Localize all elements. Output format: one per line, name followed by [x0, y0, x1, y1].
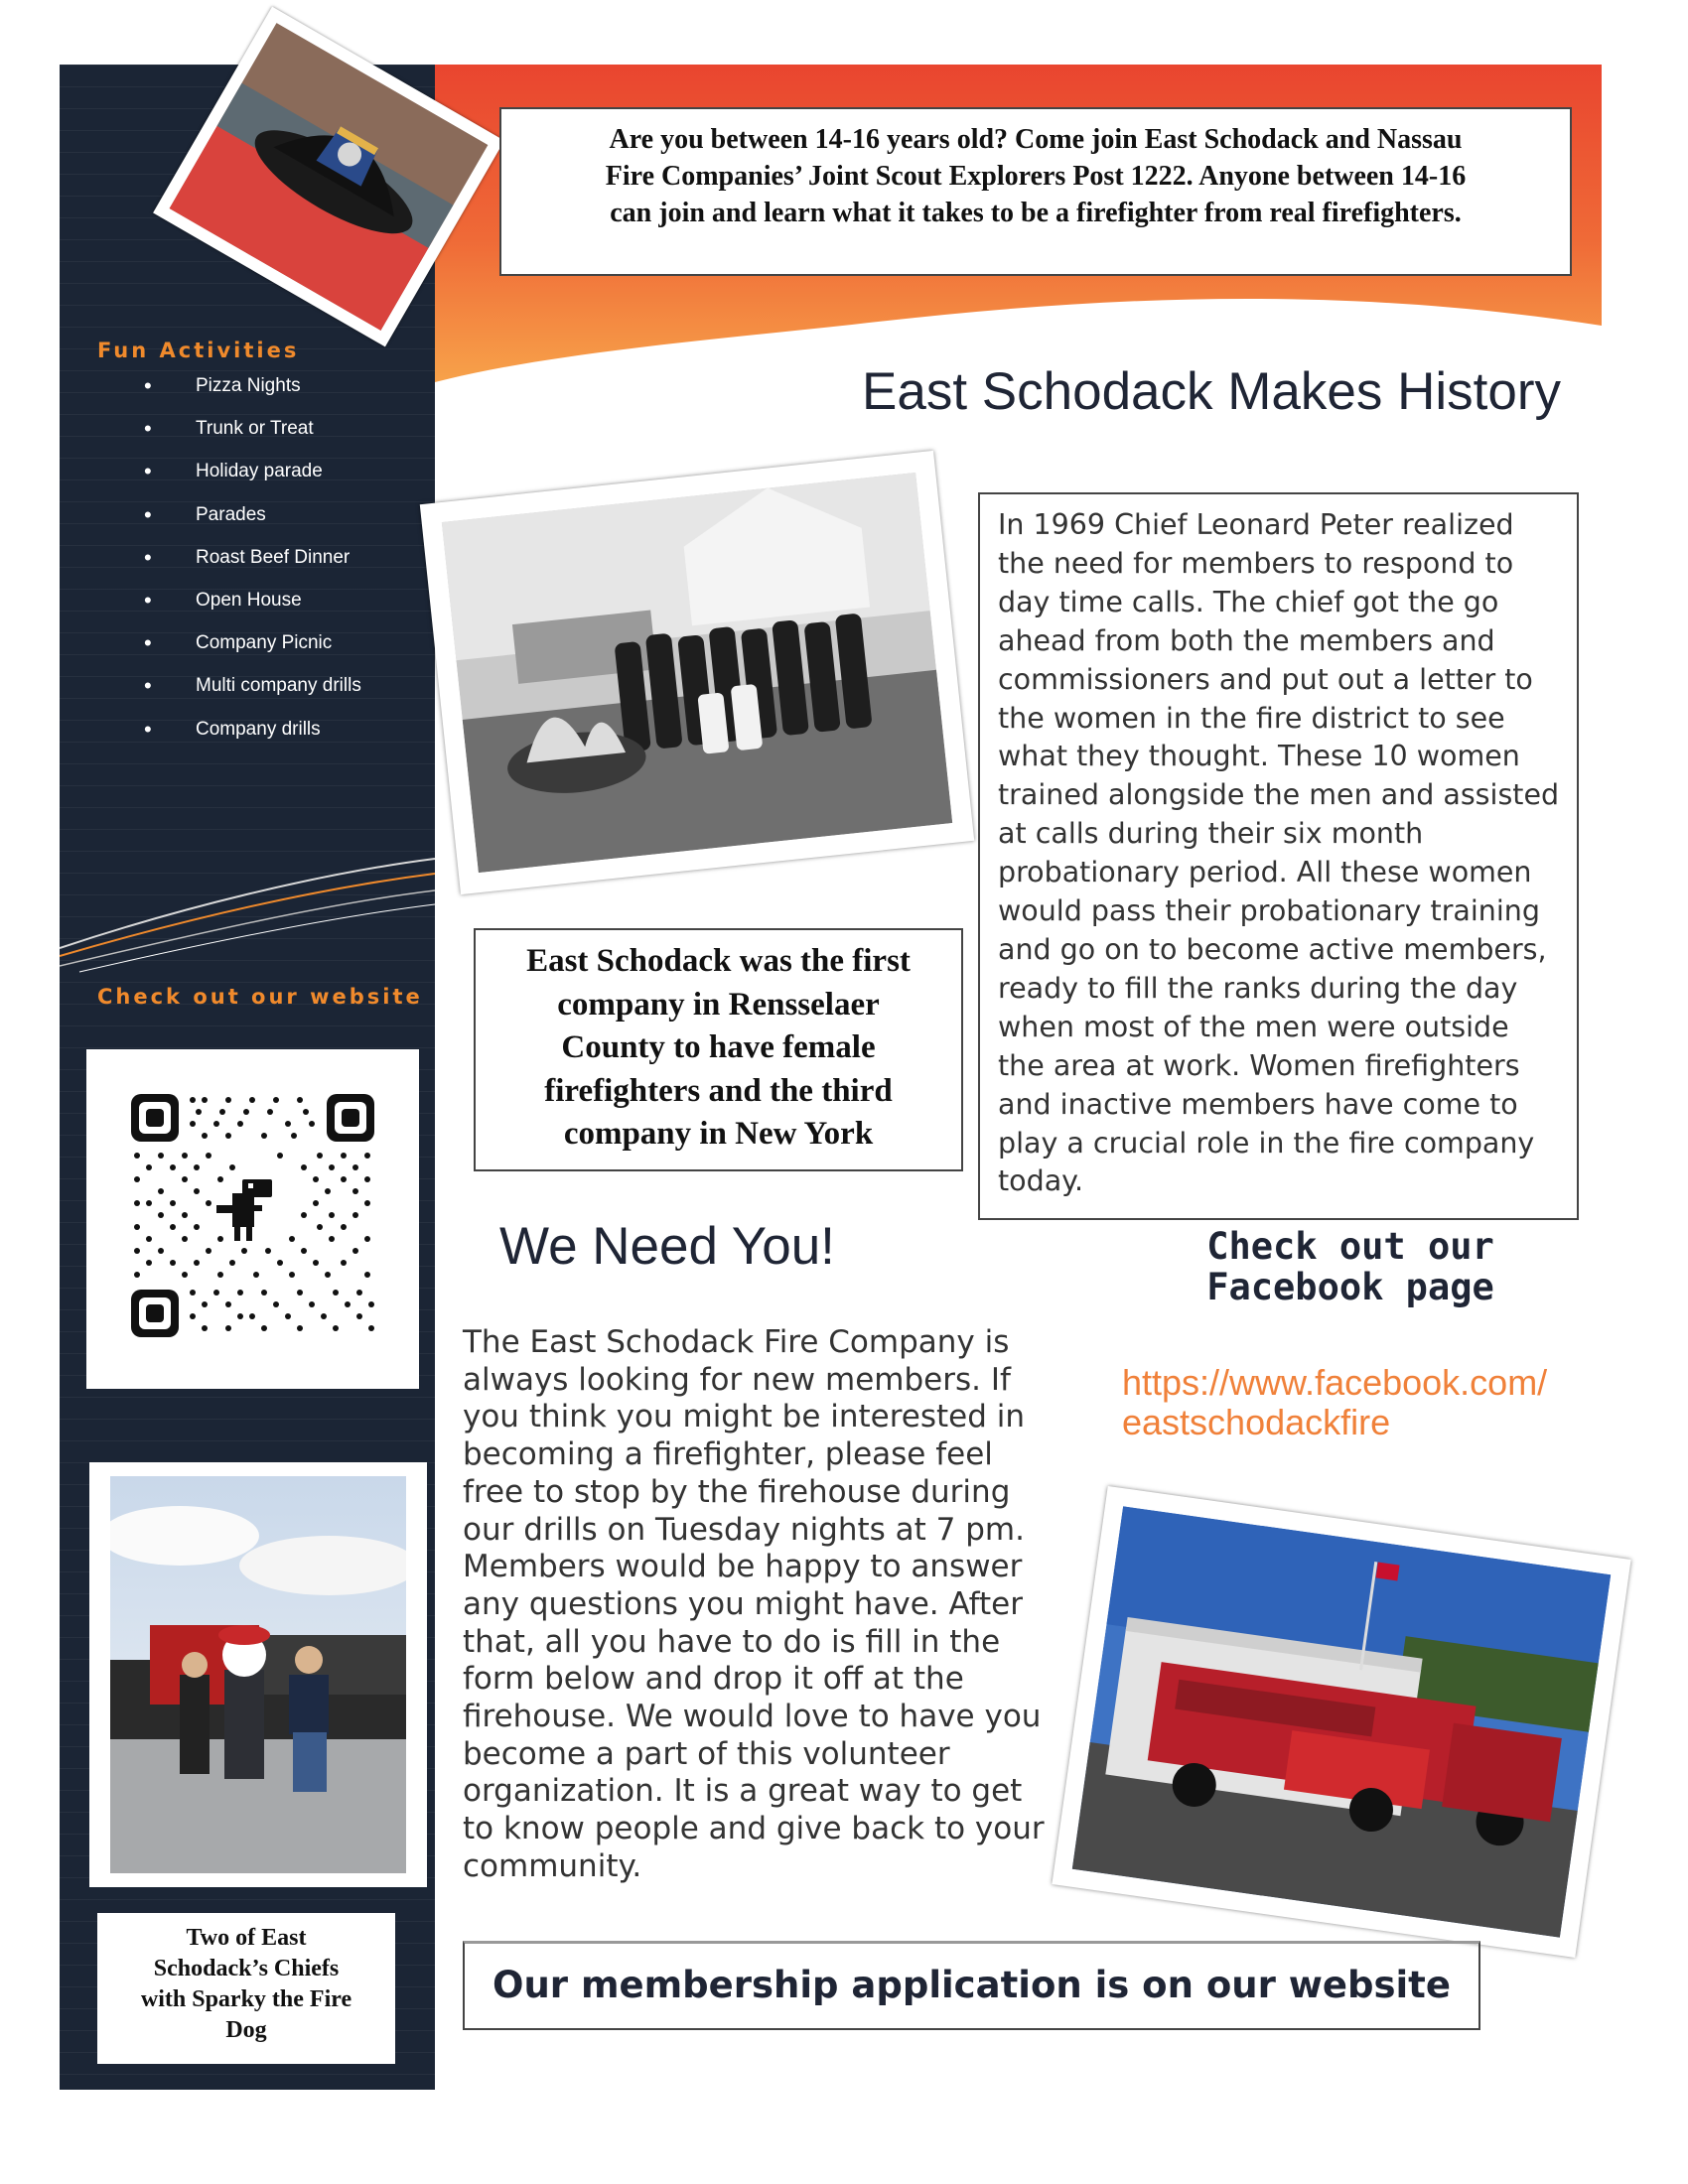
history-line: In 1969 Chief Leonard Peter realized	[998, 508, 1514, 541]
need-line: always looking for new members. If	[463, 1361, 1011, 1398]
need-line: any questions you might have. After	[463, 1585, 1023, 1622]
need-line: organization. It is a great way to get	[463, 1773, 1023, 1810]
history-line: the women in the fire district to see	[998, 701, 1505, 735]
history-line: trained alongside the men and assisted	[998, 778, 1560, 812]
need-line: The East Schodack Fire Company is	[463, 1324, 1010, 1360]
callout-line: East Schodack was the first	[526, 943, 911, 979]
need-line: free to stop by the firehouse during	[463, 1473, 1011, 1510]
decorative-swoosh	[60, 839, 435, 978]
callout-line: company in New York	[563, 1116, 874, 1152]
need-line: firehouse. We would love to have you	[463, 1699, 1042, 1735]
activity-item: • Parades	[144, 503, 361, 546]
facebook-heading-line: Check out our	[1206, 1225, 1494, 1268]
history-line: what they thought. These 10 women	[998, 740, 1520, 773]
history-photo	[420, 451, 974, 894]
history-line: ahead from both the members and	[998, 623, 1495, 657]
history-line: the area at work. Women firefighters	[998, 1048, 1520, 1082]
history-line: and inactive members have come to	[998, 1087, 1518, 1121]
need-line: Members would be happy to answer	[463, 1549, 1023, 1585]
callout-line: company in Rensselaer	[557, 986, 880, 1023]
history-title: East Schodack Makes History	[862, 362, 1561, 421]
need-line: become a part of this volunteer	[463, 1735, 950, 1772]
history-line: today.	[998, 1164, 1084, 1198]
need-line: form below and drop it off at the	[463, 1661, 964, 1698]
activity-item: • Multi company drills	[144, 674, 361, 717]
activity-item: • Holiday parade	[144, 460, 361, 502]
need-line: that, all you have to do is fill in the	[463, 1623, 1001, 1660]
history-line: would pass their probationary training	[998, 894, 1540, 928]
facebook-link[interactable]	[1122, 1363, 1589, 1442]
need-line: community.	[463, 1847, 642, 1884]
history-text	[978, 492, 1579, 1220]
history-line: the need for members to respond to	[998, 546, 1514, 580]
website-heading: Check out our website	[97, 985, 423, 1009]
activities-list	[144, 374, 361, 760]
history-line: at calls during their six month	[998, 817, 1424, 851]
callout-line: County to have female	[561, 1029, 876, 1065]
caption-line: Two of East	[186, 1925, 307, 1951]
history-line: day time calls. The chief got the go	[998, 585, 1499, 618]
first-female-callout	[474, 928, 963, 1171]
we-need-you-title: We Need You!	[499, 1217, 835, 1276]
facebook-link-line[interactable]: eastschodackfire	[1122, 1402, 1391, 1442]
history-line: commissioners and put out a letter to	[998, 662, 1533, 696]
website-qr-code[interactable]	[86, 1049, 419, 1389]
notice-line: can join and learn what it takes to be a firefighter from real firefighters.	[610, 198, 1462, 228]
we-need-you-text	[463, 1324, 1049, 1886]
caption-line: Dog	[225, 2017, 267, 2043]
activity-item: • Company drills	[144, 718, 361, 760]
need-line: to know people and give back to your	[463, 1811, 1045, 1847]
dinosaur-icon	[216, 1179, 272, 1241]
sparky-photo	[89, 1462, 427, 1887]
caption-line: Schodack’s Chiefs	[153, 1956, 340, 1981]
notice-line: Fire Companies’ Joint Scout Explorers Post 1222. Anyone between 14-16	[605, 161, 1467, 192]
need-line: you think you might be interested in	[463, 1399, 1026, 1435]
activity-item: • Open House	[144, 589, 361, 631]
caption-line: with Sparky the Fire	[140, 1986, 352, 2012]
need-line: our drills on Tuesday nights at 7 pm.	[463, 1511, 1025, 1548]
activity-item: • Roast Beef Dinner	[144, 546, 361, 589]
activity-item: • Pizza Nights	[144, 374, 361, 417]
history-line: probationary period. All these women	[998, 856, 1532, 889]
fun-activities-heading: Fun Activities	[97, 339, 300, 362]
activity-item: • Trunk or Treat	[144, 417, 361, 460]
explorers-notice	[499, 107, 1572, 276]
tanker-truck-photo	[1052, 1486, 1630, 1958]
need-line: becoming a firefighter, please feel	[463, 1436, 993, 1473]
sidebar	[60, 65, 435, 2090]
history-line: when most of the men were outside	[998, 1010, 1509, 1043]
activity-item: • Company Picnic	[144, 631, 361, 674]
facebook-heading	[1137, 1226, 1564, 1307]
membership-notice: Our membership application is on our website	[463, 1941, 1480, 2030]
history-line: and go on to become active members,	[998, 932, 1547, 966]
notice-line: Are you between 14-16 years old? Come join East Schodack and Nassau	[609, 124, 1463, 155]
facebook-heading-line: Facebook page	[1206, 1266, 1494, 1308]
callout-line: firefighters and the third	[544, 1072, 893, 1109]
history-line: ready to fill the ranks during the day	[998, 971, 1518, 1005]
qr-code-icon	[131, 1094, 374, 1337]
facebook-link-line[interactable]: https://www.facebook.com/	[1122, 1362, 1548, 1403]
sparky-caption	[97, 1913, 395, 2064]
history-line: play a crucial role in the fire company	[998, 1126, 1535, 1160]
